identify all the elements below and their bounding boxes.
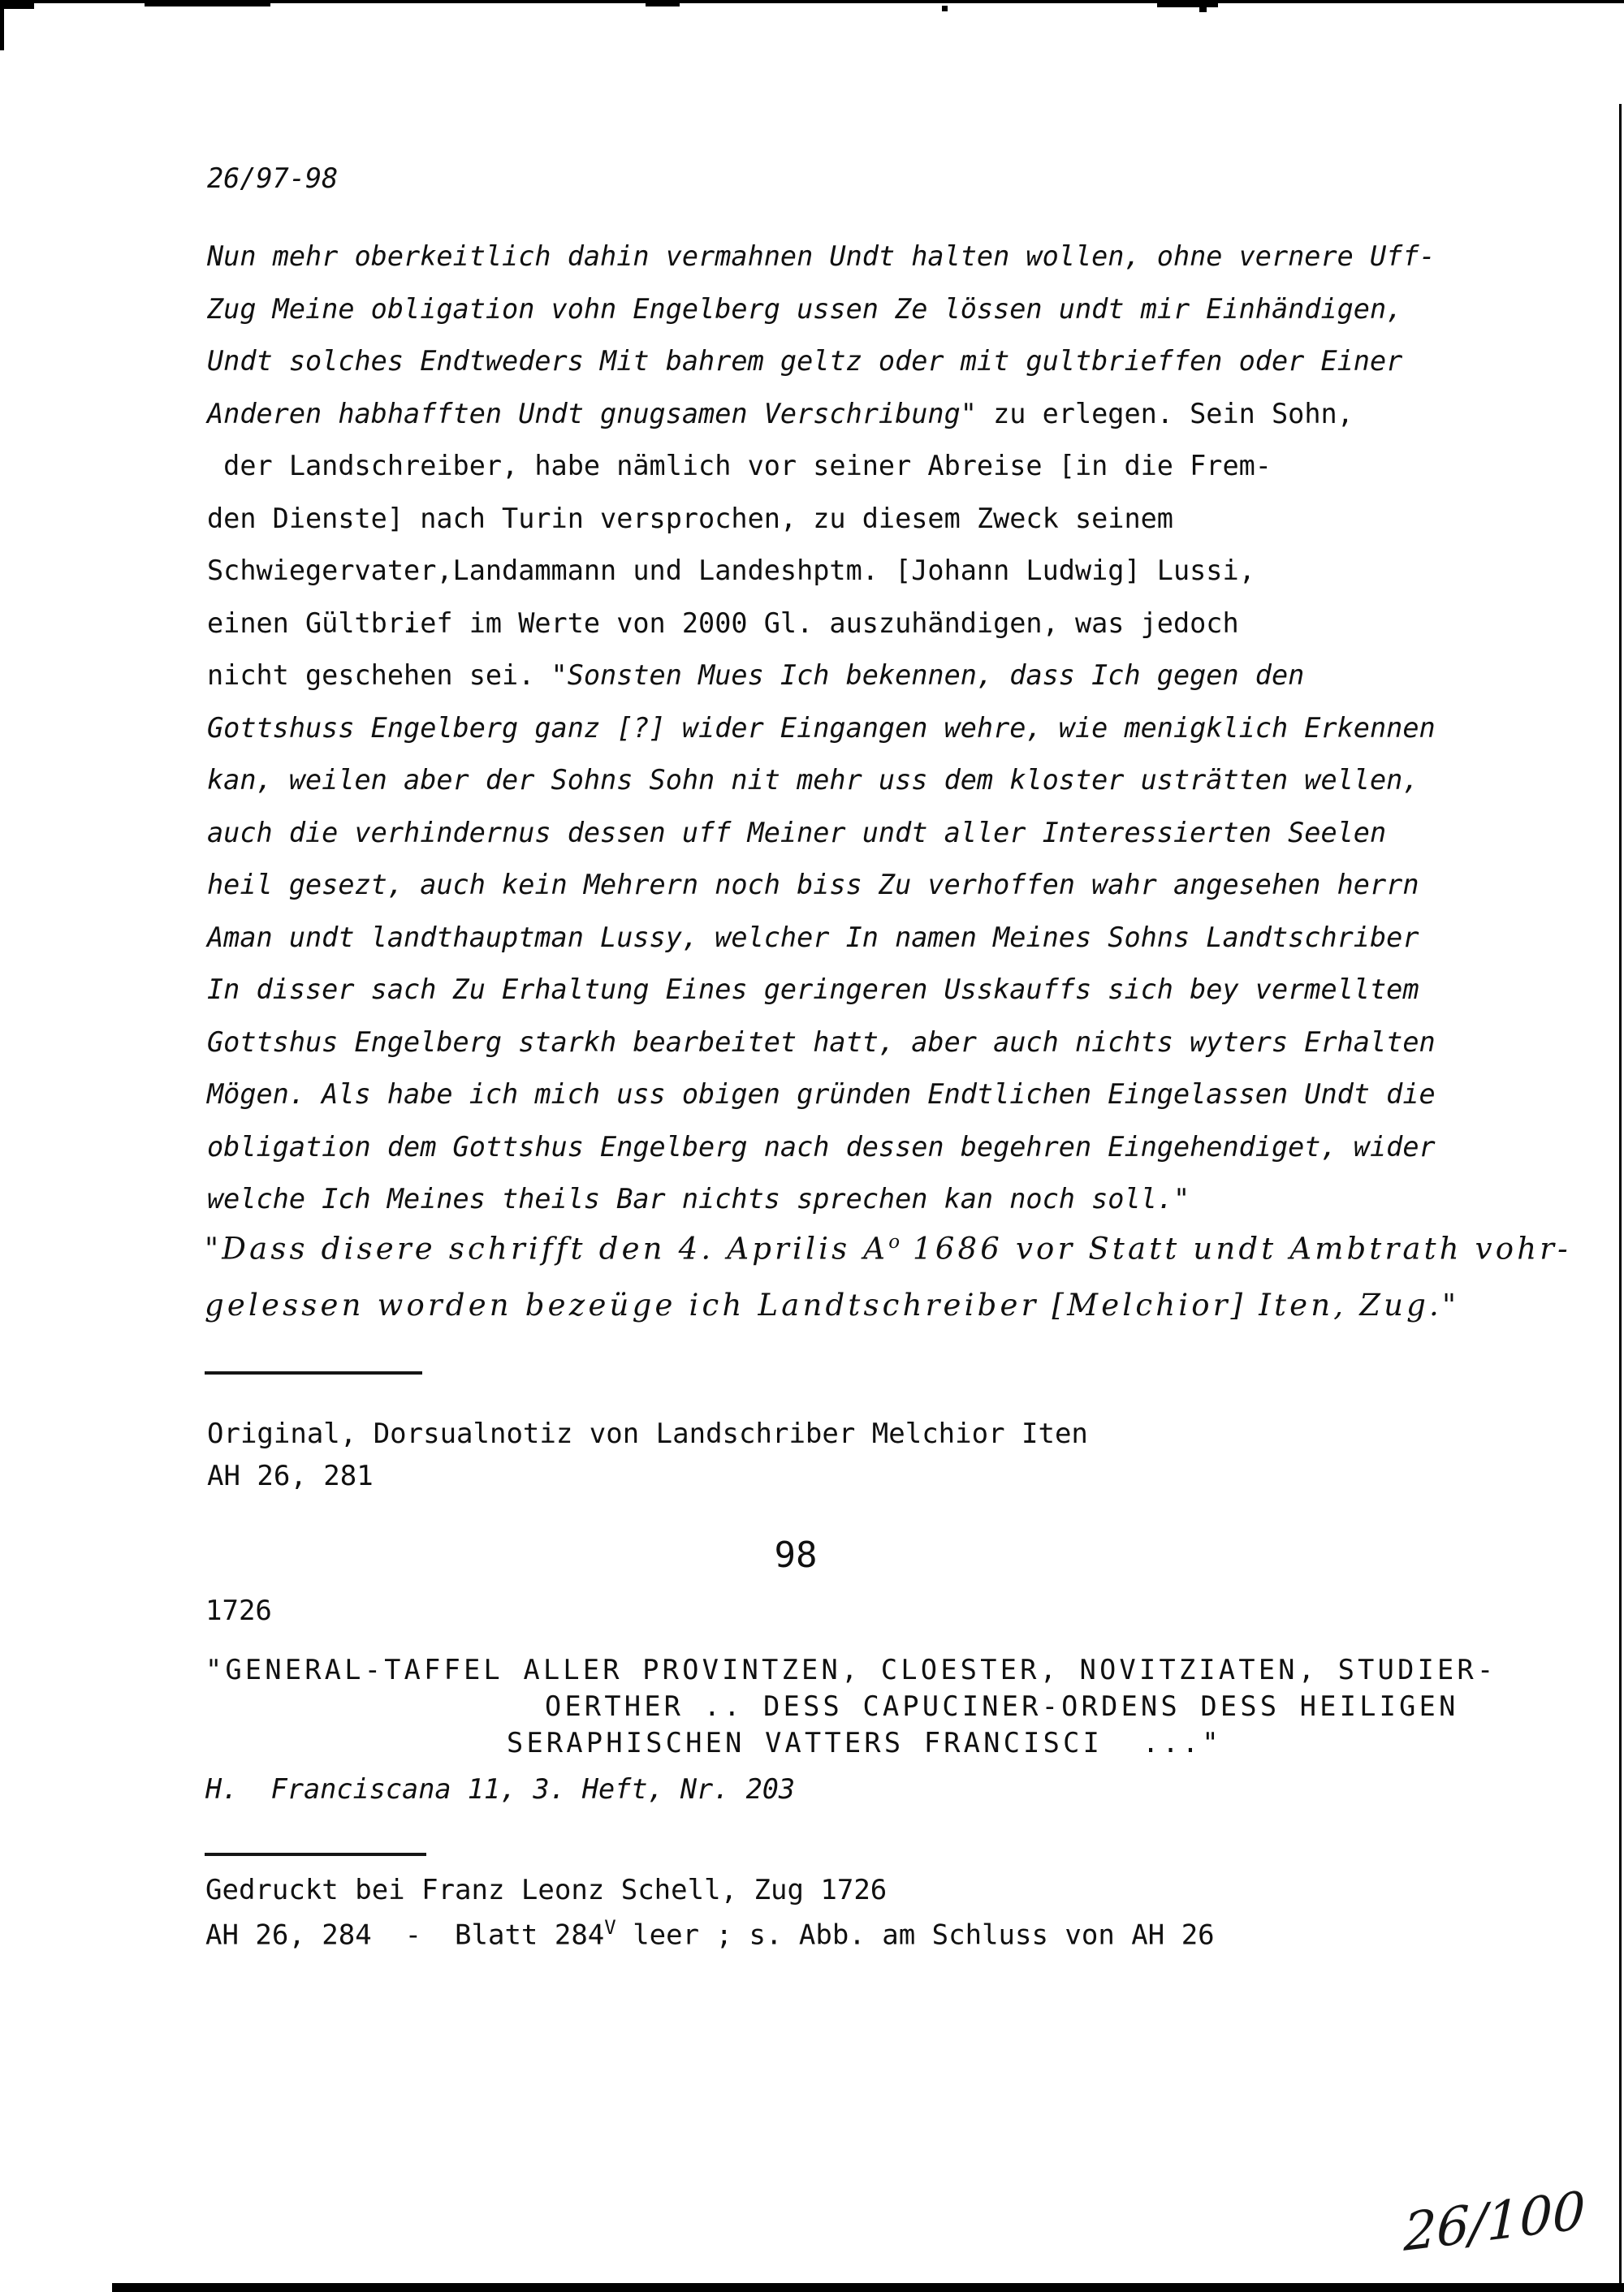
body-line-5: der Landschreiber, habe nämlich vor seiner Abreise [in die Frem- [207, 450, 1272, 481]
entry98-title [205, 1651, 1497, 1761]
archive-ref [205, 1909, 1215, 1953]
entry98-source-note [205, 1871, 1215, 1953]
scan-edge-top-segment [1157, 0, 1218, 7]
print-note: Gedruckt bei Franz Leonz Schell, Zug 1726 [205, 1874, 888, 1906]
quoted-text-segment: "Sonsten Mues Ich bekennen, dass Ich gegen den [551, 659, 1305, 691]
script-line-2: gelessen worden bezeüge ich Landtschreiber [Melchior] Iten, Zug." [205, 1288, 1460, 1323]
body-line-4 [207, 388, 1436, 441]
body-line-17: Mögen. Als habe ich mich uss obigen gründen Endtlichen Eingelassen Undt die [207, 1078, 1436, 1110]
body-line-8: einen Gültbrief im Werte von 2000 Gl. auszuhändigen, was jedoch [207, 606, 1239, 639]
body-line-12: auch die verhindernus dessen uff Meiner undt aller Interessierten Seelen [207, 816, 1387, 848]
attestation-script-quote [205, 1214, 1571, 1334]
text-segment: AH 26, 284 - Blatt 284 [205, 1919, 605, 1952]
body-line-2: Zug Meine obligation vohn Engelberg ussen Ze lössen undt mir Einhändigen, [207, 292, 1403, 325]
scan-edge-top-segment [646, 0, 680, 6]
body-line-11: kan, weilen aber der Sohns Sohn nit mehr uss dem kloster usträtten wellen, [207, 764, 1419, 796]
handwritten-page-ref: 26/100 [1403, 2180, 1586, 2264]
body-line-13: heil gesezt, auch kein Mehrern noch biss Zu verhoffen wahr angesehen herrn [207, 869, 1419, 900]
scan-speck [1199, 6, 1207, 12]
body-line-7: Schwiegervater,Landammann und Landeshptm. [Johann Ludwig] Lussi, [207, 555, 1255, 586]
text-segment: zu erlegen. Sein Sohn, [993, 397, 1354, 429]
body-line-6: den Dienste] nach Turin versprochen, zu diesem Zweck seinem [207, 502, 1173, 534]
entry97-source-note [207, 1413, 1088, 1497]
scan-speck [942, 6, 948, 11]
text-segment: 1686 vor Statt undt Ambtrath vohr- [900, 1231, 1571, 1267]
body-line-16: Gottshus Engelberg starkh bearbeitet hatt, aber auch nichts wyters Erhalten [207, 1025, 1436, 1058]
separator-rule [205, 1371, 422, 1375]
text-segment: "Dass disere schrifft den 4. Aprilis A [205, 1231, 889, 1267]
entry97-body-text [207, 231, 1436, 1226]
body-line-19: welche Ich Meines theils Bar nichts sprechen kan noch soll." [207, 1183, 1190, 1215]
body-line-10: Gottshuss Engelberg ganz [?] wider Eingangen wehre, wie menigklich Erkennen [207, 711, 1436, 744]
entry-year: 1726 [205, 1595, 272, 1627]
scan-edge-top-segment [0, 0, 34, 9]
scan-edge-bottom [112, 2283, 1624, 2292]
title-line-1: "GENERAL-TAFFEL ALLER PROVINTZEN, CLOESTER, NOVITZIATEN, STUDIER- [205, 1654, 1497, 1686]
body-line-3: Undt solches Endtweders Mit bahrem geltz oder mit gultbrieffen oder Einer [207, 345, 1403, 377]
title-line-2: OERTHER .. DESS CAPUCINER-ORDENS DESS HEILIGEN [545, 1690, 1459, 1722]
separator-rule [205, 1853, 426, 1856]
script-line-1 [205, 1214, 1571, 1277]
source-line: Original, Dorsualnotiz von Landschriber Melchior Iten [207, 1418, 1088, 1450]
body-line-18: obligation dem Gottshus Engelberg nach dessen begehren Eingehendiget, wider [207, 1130, 1436, 1163]
scan-edge-right [1619, 104, 1622, 2292]
body-line-1: Nun mehr oberkeitlich dahin vermahnen Undt halten wollen, ohne vernere Uff- [207, 240, 1436, 272]
entry-number-heading: 98 [774, 1534, 818, 1576]
superscript-o: o [888, 1232, 901, 1253]
superscript-v: V [604, 1916, 616, 1939]
body-line-14: Aman undt landthauptman Lussy, welcher In namen Meines Sohns Landtschriber [207, 921, 1419, 953]
title-line-3: SERAPHISCHEN VATTERS FRANCISCI ..." [507, 1727, 1222, 1759]
body-line-9 [207, 650, 1436, 702]
text-segment: nicht geschehen sei. [207, 659, 551, 691]
text-segment: leer ; s. Abb. am Schluss von AH 26 [615, 1919, 1215, 1952]
body-line-15: In disser sach Zu Erhaltung Eines geringeren Usskauffs sich bey vermelltem [207, 973, 1419, 1005]
scan-edge-top-segment [145, 0, 270, 6]
quoted-text-segment: Anderen habhafften Undt gnugsamen Verschribung" [207, 397, 994, 429]
entry-ref-number: 26/97-98 [207, 162, 339, 194]
literature-reference: H. Franciscana 11, 3. Heft, Nr. 203 [205, 1773, 796, 1805]
archive-ref: AH 26, 281 [207, 1460, 374, 1492]
scan-edge-left [0, 0, 4, 50]
